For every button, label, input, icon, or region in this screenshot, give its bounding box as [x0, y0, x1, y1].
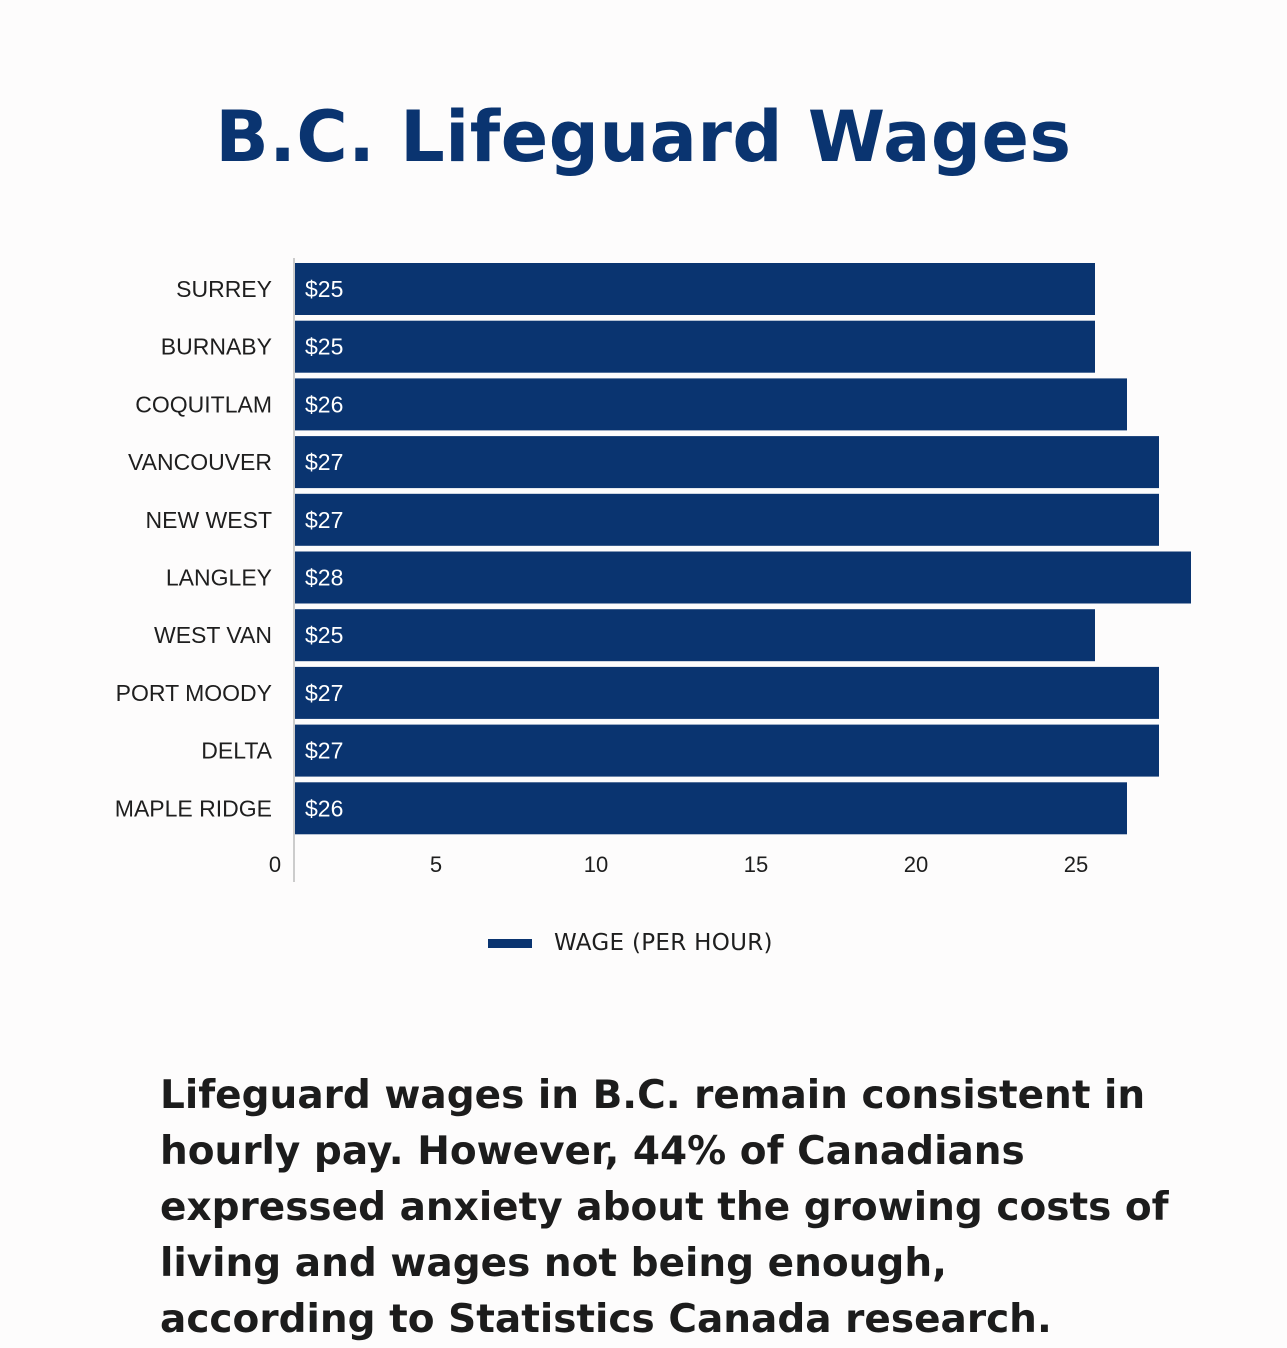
- category-label: VANCOUVER: [128, 449, 272, 476]
- bar-west-van: [295, 609, 1095, 661]
- x-tick-label: 25: [1063, 852, 1089, 877]
- bar-value-label: $27: [305, 506, 344, 533]
- category-label: COQUITLAM: [135, 391, 272, 418]
- bar-value-label: $27: [305, 449, 344, 476]
- x-tick-label: 10: [583, 852, 609, 877]
- bar-value-label: $25: [305, 622, 344, 649]
- bar-port-moody: [295, 667, 1159, 719]
- category-label: PORT MOODY: [115, 679, 272, 706]
- category-labels: [115, 276, 273, 821]
- bar-chart: [0, 230, 1287, 900]
- legend: [488, 930, 773, 956]
- x-tick-label: 15: [743, 852, 769, 877]
- legend-label: WAGE (PER HOUR): [554, 930, 773, 956]
- bar-surrey: [295, 263, 1095, 315]
- bar-langley: [295, 552, 1191, 604]
- caption-text: Lifeguard wages in B.C. remain consistent in hourly pay. However, 44% of Canadians expressed anxiety about the growing costs of living and wages not being enough, according to Statistics Canada research.: [160, 1073, 1169, 1342]
- bar-vancouver: [295, 436, 1159, 488]
- category-label: MAPLE RIDGE: [114, 795, 272, 822]
- bars-layer: [295, 263, 1191, 834]
- category-label: WEST VAN: [154, 622, 272, 649]
- category-label: NEW WEST: [145, 506, 272, 533]
- bar-value-label: $26: [305, 391, 344, 418]
- bar-burnaby: [295, 321, 1095, 373]
- bar-value-label: $25: [305, 333, 344, 360]
- legend-swatch: [488, 939, 532, 948]
- bar-value-label: $27: [305, 679, 344, 706]
- bar-coquitlam: [295, 378, 1127, 430]
- bar-value-label: $26: [305, 795, 344, 822]
- category-label: LANGLEY: [165, 564, 272, 591]
- bar-new-west: [295, 494, 1159, 546]
- bar-maple-ridge: [295, 782, 1127, 834]
- category-label: DELTA: [201, 737, 272, 764]
- chart-title: B.C. Lifeguard Wages: [215, 96, 1072, 178]
- bar-delta: [295, 725, 1159, 777]
- x-tick-label: 20: [903, 852, 929, 877]
- bar-value-label: $25: [305, 276, 344, 302]
- category-label: SURREY: [176, 276, 272, 302]
- category-label: BURNABY: [160, 333, 272, 360]
- x-tick-labels: [269, 852, 1088, 877]
- bar-value-label: $27: [305, 737, 344, 764]
- x-tick-label: 5: [429, 852, 443, 877]
- bar-value-label: $28: [305, 564, 344, 591]
- x-tick-label: 0: [268, 852, 282, 877]
